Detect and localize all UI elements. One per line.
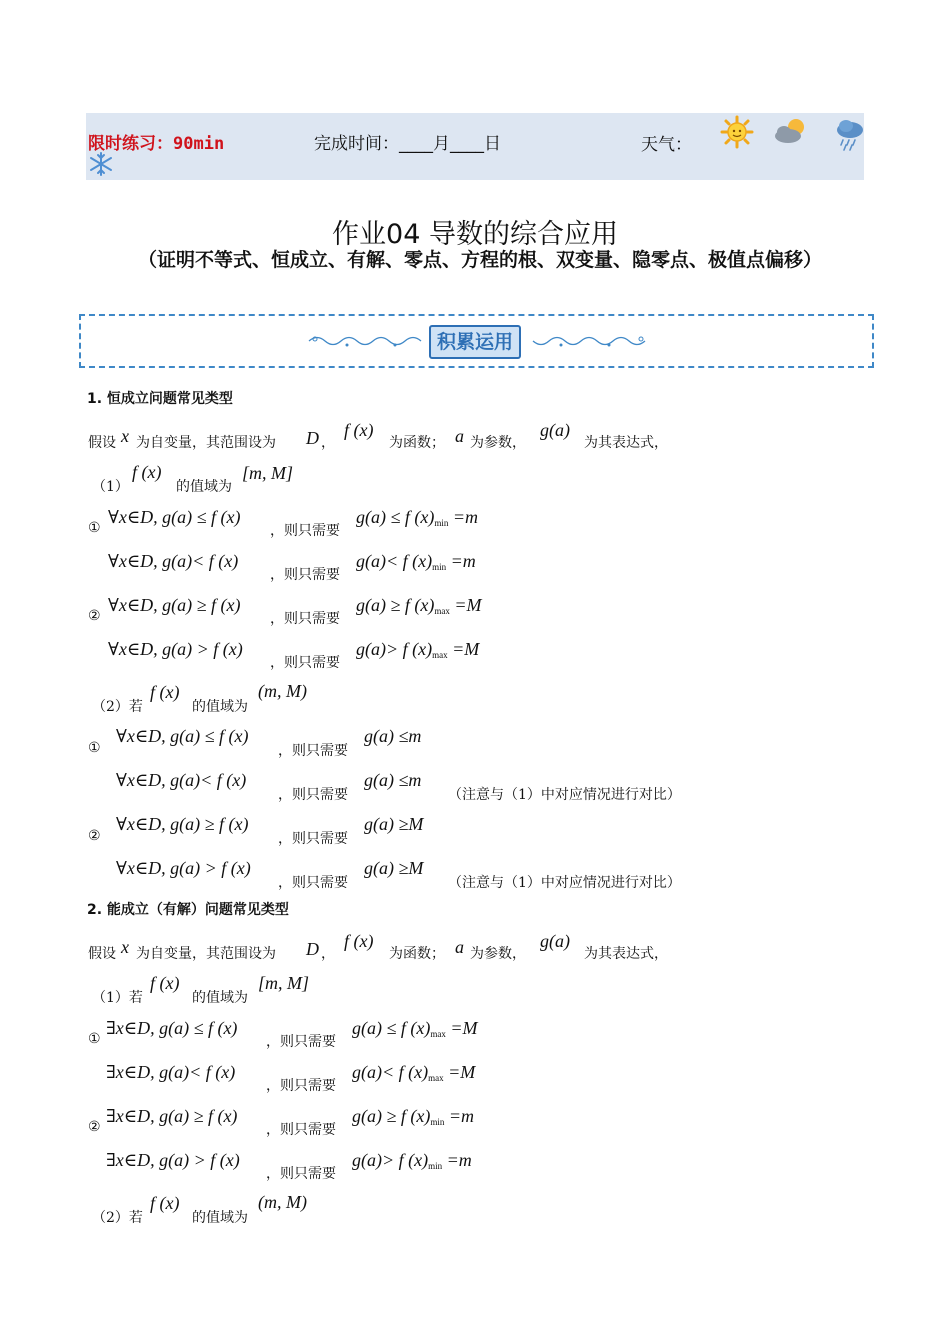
s1-intro-a: 假设: [88, 435, 116, 451]
section-1-heading: 1. 恒成立问题常见类型: [87, 391, 233, 407]
rain-cloud-icon: [834, 117, 866, 151]
time-limit: 限时练习：90min: [88, 134, 225, 154]
banner-label: 积累运用: [429, 325, 521, 359]
completion-time: 完成时间：____月____日: [314, 134, 501, 154]
weather-label: 天气：: [641, 135, 692, 155]
partly-cloudy-icon: [772, 116, 810, 146]
header-bar: [86, 113, 864, 180]
snowflake-icon: [88, 151, 114, 177]
wave-ornament-right-icon: [531, 332, 649, 350]
sun-icon: [720, 115, 754, 149]
page-subtitle: （证明不等式、恒成立、有解、零点、方程的根、双变量、隐零点、极值点偏移）: [137, 249, 822, 271]
wave-ornament-left-icon: [307, 332, 425, 350]
page-title: 作业04 导数的综合应用: [332, 219, 618, 250]
section-banner: [79, 314, 874, 368]
section-2-heading: 2. 能成立（有解）问题常见类型: [87, 902, 289, 918]
